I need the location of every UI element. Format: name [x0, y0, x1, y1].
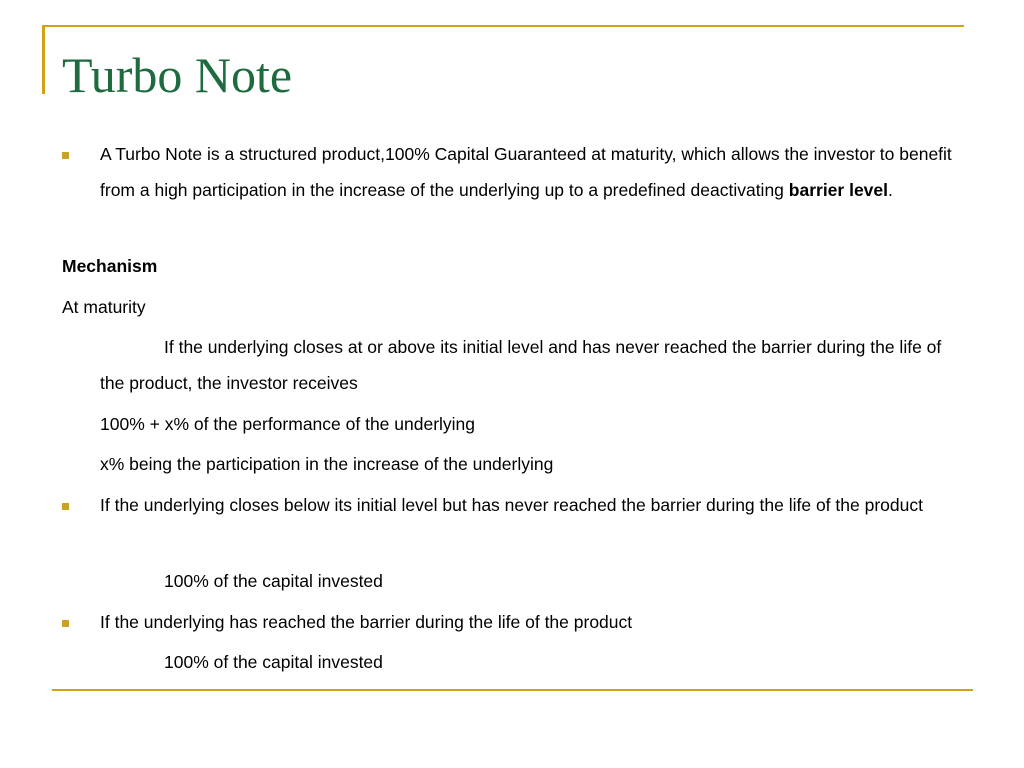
left-accent-line	[42, 25, 45, 94]
case3-payoff-text: 100% of the capital invested	[164, 652, 383, 672]
case1-condition-text: If the underlying closes at or above its initial level and has never reached the barrier during the life of the product, the investor receives	[100, 337, 942, 393]
bottom-accent-line	[52, 689, 973, 691]
square-bullet-icon	[62, 503, 69, 510]
case1-condition	[100, 329, 970, 401]
barrier-level-emphasis: barrier level	[788, 180, 889, 200]
top-accent-line	[42, 25, 964, 27]
case2-payoff	[100, 563, 970, 599]
square-bullet-icon	[62, 152, 69, 159]
case2-condition: If the underlying closes below its initial level but has never reached the barrier during the life of the product	[100, 495, 923, 515]
at-maturity-label: At maturity	[62, 297, 146, 317]
intro-paragraph	[100, 136, 970, 208]
intro-text: A Turbo Note is a structured product,100% Capital Guaranteed at maturity, which allows the investor to benefit from a high participation in the increase of the underlying up to a predefined deactivating	[100, 144, 952, 200]
case3-payoff	[100, 644, 970, 680]
case2-payoff-text: 100% of the capital invested	[164, 571, 383, 591]
case1-note: x% being the participation in the increase of the underlying	[100, 454, 554, 474]
slide-title: Turbo Note	[62, 47, 293, 103]
case1-payoff: 100% + x% of the performance of the underlying	[100, 414, 476, 434]
case3-condition: If the underlying has reached the barrier during the life of the product	[100, 612, 633, 632]
mechanism-heading: Mechanism	[62, 256, 158, 276]
intro-end: .	[888, 180, 893, 200]
square-bullet-icon	[62, 620, 69, 627]
